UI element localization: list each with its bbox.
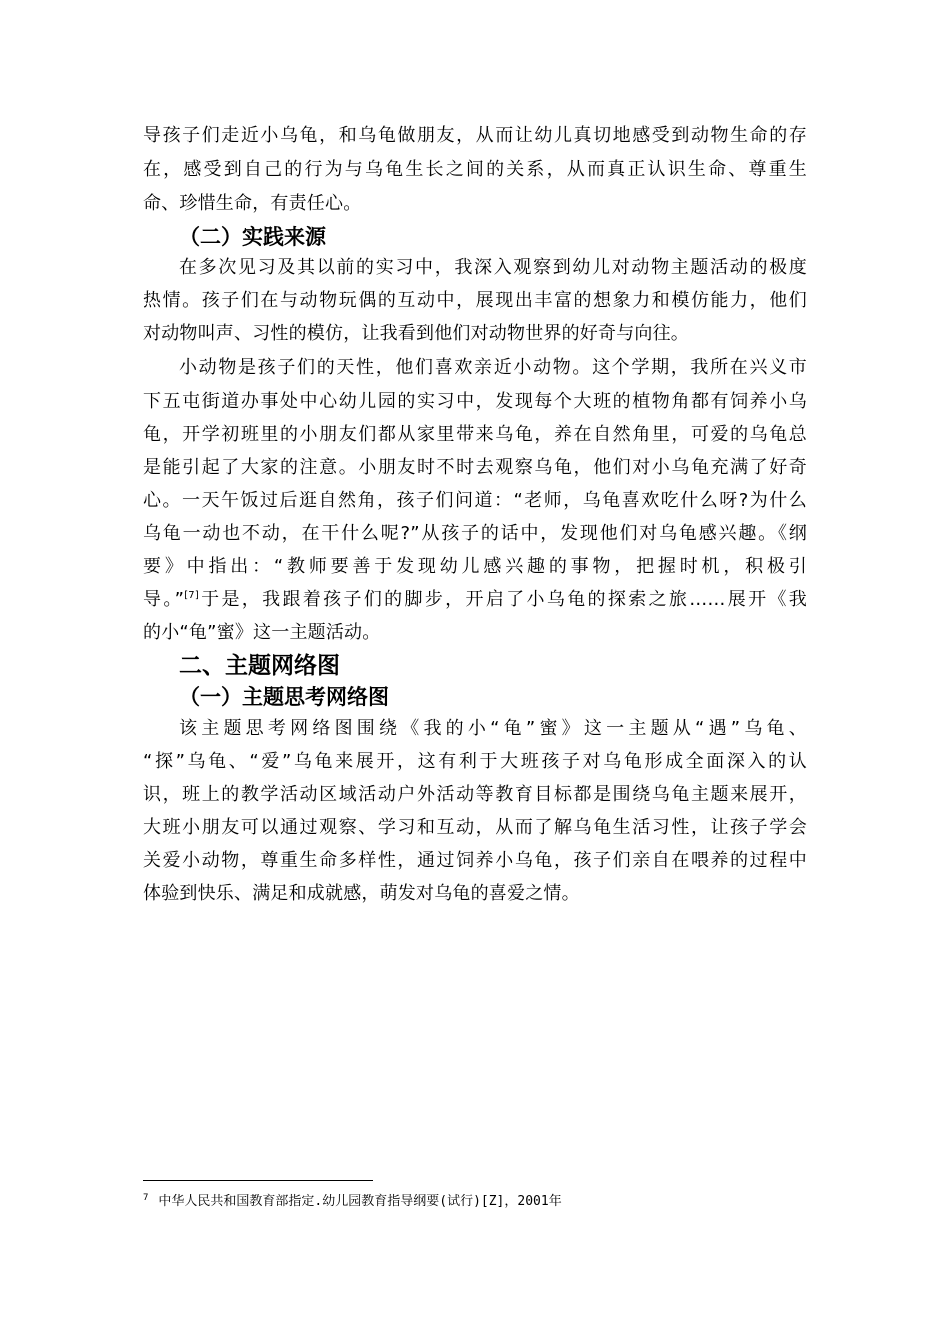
thinking-line-2: “探”乌龟、“爱”乌龟来展开，这有利于大班孩子对乌龟形成全面深入的认 [143, 751, 807, 772]
intro-line-2: 在，感受到自己的行为与乌龟生长之间的关系，从而真正认识生命、尊重生 [143, 159, 807, 180]
practice2-line-2: 下五屯街道办事处中心幼儿园的实习中，发现每个大班的植物角都有饲养小乌 [143, 391, 807, 412]
practice2-line-9: 的小“龟”蜜》这一主题活动。 [143, 622, 381, 643]
practice2-line-8 [143, 588, 807, 612]
intro-line-3: 命、珍惜生命，有责任心。 [143, 193, 362, 214]
practice2-line-7: 要》中指出：“教师要善于发现幼儿感兴趣的事物，把握时机，积极引 [143, 556, 807, 577]
heading-practice-source: （二）实践来源 [179, 225, 326, 249]
practice1-line-1: 在多次见习及其以前的实习中，我深入观察到幼儿对动物主题活动的极度 [179, 257, 807, 278]
practice2-line-6: 乌龟一动也不动，在干什么呢?”从孩子的话中，发现他们对乌龟感兴趣。《纲 [143, 523, 807, 544]
practice2-line-5: 心。一天午饭过后逛自然角，孩子们问道：“老师，乌龟喜欢吃什么呀?为什么 [143, 490, 807, 511]
thinking-line-3: 识，班上的教学活动区域活动户外活动等教育目标都是围绕乌龟主题来展开， [143, 784, 807, 805]
footnote-divider [143, 1180, 373, 1181]
citation-ref: [7] [184, 590, 199, 601]
practice1-line-2: 热情。孩子们在与动物玩偶的互动中，展现出丰富的想象力和模仿能力，他们 [143, 290, 807, 311]
practice2-line-4: 是能引起了大家的注意。小朋友时不时去观察乌龟，他们对小乌龟充满了好奇 [143, 457, 807, 478]
practice2-line-8-pre: 导。” [143, 589, 185, 610]
practice2-line-3: 龟，开学初班里的小朋友们都从家里带来乌龟，养在自然角里，可爱的乌龟总 [143, 424, 807, 445]
heading-theme-network: 二、主题网络图 [179, 653, 340, 679]
practice2-line-1: 小动物是孩子们的天性，他们喜欢亲近小动物。这个学期，我所在兴义市 [179, 357, 807, 378]
footnote-mark: 7 [143, 1192, 149, 1203]
footnote-text: 中华人民共和国教育部指定.幼儿园教育指导纲要(试行)[Z]，2001年 [158, 1194, 562, 1209]
practice1-line-3: 对动物叫声、习性的模仿，让我看到他们对动物世界的好奇与向往。 [143, 323, 689, 344]
footnote [143, 1193, 562, 1211]
thinking-line-6: 体验到快乐、满足和成就感，萌发对乌龟的喜爱之情。 [143, 883, 580, 904]
thinking-line-1: 该主题思考网络图围绕《我的小“龟”蜜》这一主题从“遇”乌龟、 [179, 718, 807, 739]
thinking-line-5: 关爱小动物，尊重生命多样性，通过饲养小乌龟，孩子们亲自在喂养的过程中 [143, 850, 807, 871]
intro-line-1: 导孩子们走近小乌龟，和乌龟做朋友，从而让幼儿真切地感受到动物生命的存 [143, 125, 807, 146]
heading-thinking-network: （一）主题思考网络图 [179, 685, 389, 709]
thinking-line-4: 大班小朋友可以通过观察、学习和互动，从而了解乌龟生活习性，让孩子学会 [143, 817, 807, 838]
practice2-line-8-post: 于是，我跟着孩子们的脚步，开启了小乌龟的探索之旅……展开《我 [198, 589, 807, 610]
